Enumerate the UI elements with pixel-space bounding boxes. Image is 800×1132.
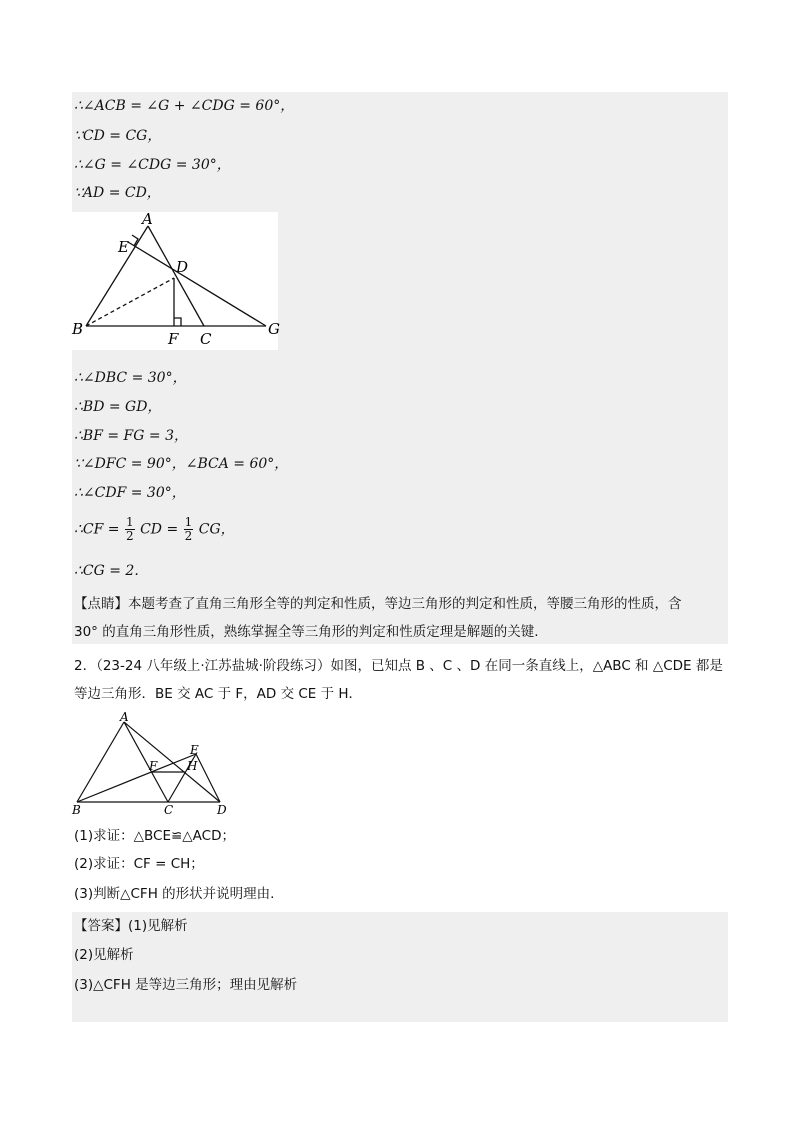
proof-line-fraction [74, 516, 235, 543]
label-h: H [187, 759, 198, 773]
question-2-line-1: 2．（23-24 八年级上·江苏盐城·阶段练习）如图，已知点 B 、C 、D 在同一条直线上，△ABC 和 △CDE 都是 [74, 658, 723, 674]
frac-line-suffix: CG， [198, 521, 235, 538]
proof-line-8: ∵∠DFC = 90°，∠BCA = 60°， [74, 456, 289, 472]
frac-line-mid: CD = [140, 521, 179, 538]
comment-line-2: 30° 的直角三角形性质，熟练掌握全等三角形的判定和性质定理是解题的关键. [74, 624, 539, 640]
label-c: C [200, 330, 212, 348]
fraction-2-denominator: 2 [184, 529, 193, 543]
frac-line-prefix: ∴CF = [74, 521, 120, 538]
proof-line-last: ∴CG = 2. [74, 563, 139, 579]
sub-question-3: (3)判断△CFH 的形状并说明理由. [74, 886, 275, 902]
proof-line-4: ∵AD = CD， [74, 185, 161, 201]
proof-line-6: ∴BD = GD， [74, 399, 162, 415]
proof-line-9: ∴∠CDF = 30°， [74, 485, 186, 501]
label-c: C [164, 803, 174, 817]
question-2-line-2: 等边三角形．BE 交 AC 于 F，AD 交 CE 于 H． [74, 686, 363, 702]
proof-line-5: ∴∠DBC = 30°， [74, 370, 187, 386]
segment-ac [124, 722, 168, 802]
fraction-2 [184, 516, 194, 543]
segment-be [77, 754, 196, 802]
right-angle-mark-f [174, 318, 181, 326]
label-d: D [217, 803, 227, 817]
label-b: B [72, 803, 81, 817]
label-e: E [118, 238, 129, 256]
geometry-figure-1 [72, 212, 278, 350]
fraction-2-numerator: 1 [184, 515, 193, 529]
label-e: E [190, 743, 199, 757]
fraction-1 [125, 516, 135, 543]
answer-line-2: (2)见解析 [74, 947, 134, 963]
segment-ed [196, 754, 220, 802]
fraction-1-denominator: 2 [125, 529, 134, 543]
geometry-figure-2 [72, 712, 232, 818]
proof-line-1: ∴∠ACB = ∠G + ∠CDG = 60°， [74, 98, 295, 114]
segment-ba [77, 722, 124, 802]
label-b: B [72, 320, 84, 338]
label-d: D [176, 258, 189, 276]
segment-ba [86, 226, 148, 326]
proof-line-2: ∵CD = CG， [74, 128, 162, 144]
sub-question-1: (1)求证：△BCE≌△ACD； [74, 828, 235, 844]
fraction-1-numerator: 1 [125, 515, 134, 529]
comment-line-1: 【点睛】本题考查了直角三角形全等的判定和性质，等边三角形的判定和性质，等腰三角形的性质，含 [74, 596, 682, 612]
label-a: A [120, 710, 129, 724]
label-a: A [142, 210, 153, 228]
proof-line-3: ∴∠G = ∠CDG = 30°， [74, 157, 231, 173]
segment-bd-dashed [86, 278, 174, 326]
label-g: G [268, 320, 280, 338]
segment-ac [148, 226, 204, 326]
answer-line-1: 【答案】(1)见解析 [74, 918, 188, 934]
label-f: F [149, 759, 158, 773]
sub-question-2: (2)求证：CF = CH； [74, 856, 204, 872]
answer-line-3: (3)△CFH 是等边三角形；理由见解析 [74, 977, 298, 993]
segment-ad [124, 722, 220, 802]
proof-line-7: ∴BF = FG = 3， [74, 428, 188, 444]
label-f: F [168, 330, 179, 348]
